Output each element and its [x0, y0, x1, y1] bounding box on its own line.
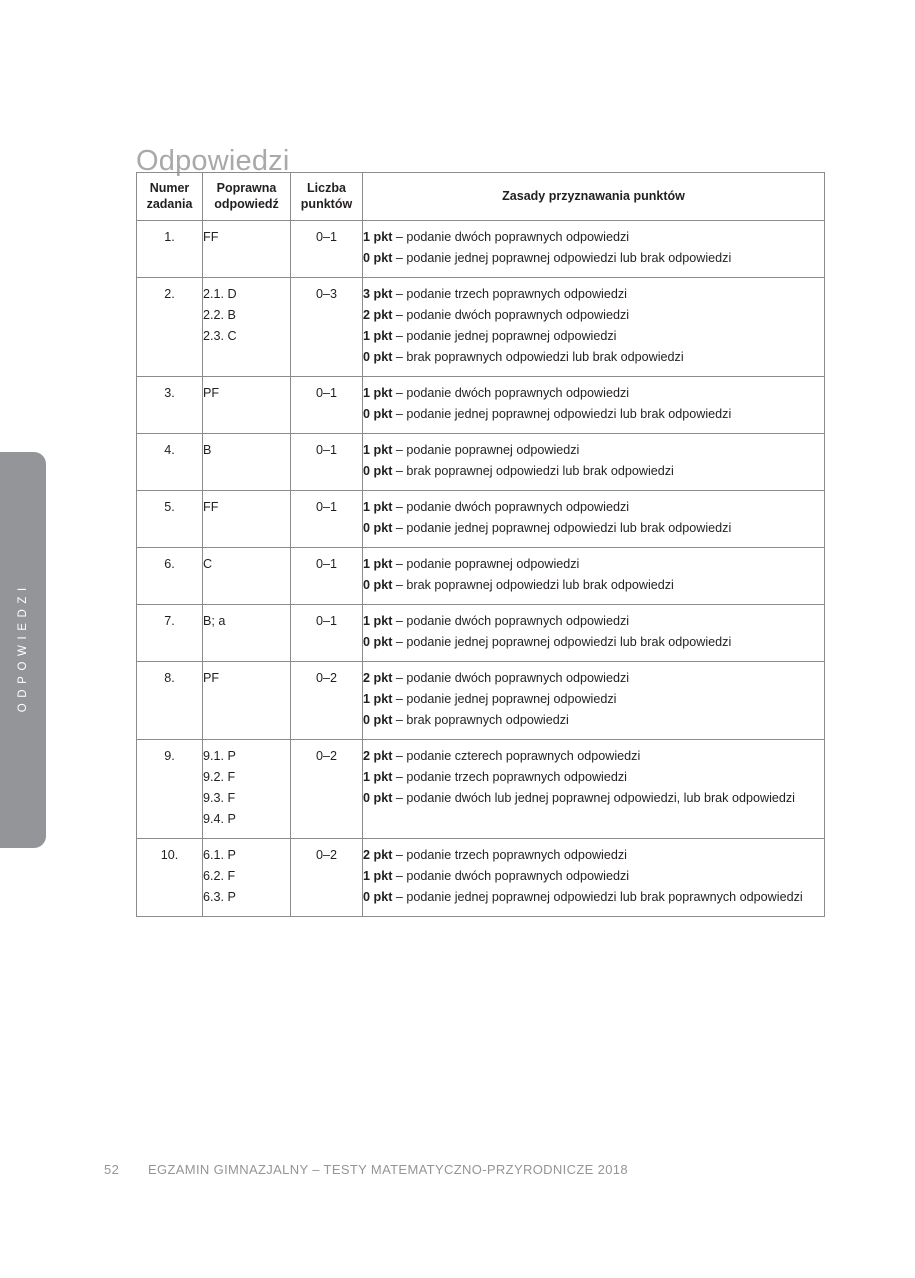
cell-correct-answer: [203, 278, 291, 377]
scoring-rule-text: – brak poprawnej odpowiedzi lub brak odpowiedzi: [392, 578, 674, 592]
column-header-points-line1: Liczba: [307, 181, 346, 195]
scoring-rule-text: – podanie czterech poprawnych odpowiedzi: [392, 749, 641, 763]
scoring-rule-line: [363, 326, 824, 347]
answer-line: 2.2. B: [203, 308, 236, 322]
scoring-rule-score: 0 pkt: [363, 521, 393, 535]
cell-correct-answer: [203, 740, 291, 839]
cell-points-range: 0–3: [291, 278, 363, 377]
scoring-rule-line: [363, 767, 824, 788]
scoring-rule-text: – brak poprawnych odpowiedzi: [392, 713, 569, 727]
footer-text: EGZAMIN GIMNAZJALNY – TESTY MATEMATYCZNO-PRZYRODNICZE 2018: [148, 1162, 628, 1177]
column-header-number: [137, 173, 203, 221]
scoring-rule-text: – podanie trzech poprawnych odpowiedzi: [392, 848, 627, 862]
table-row: [137, 377, 825, 434]
scoring-rule-text: – podanie dwóch poprawnych odpowiedzi: [392, 869, 630, 883]
scoring-rule-line: [363, 248, 824, 269]
scoring-rule-text: – podanie dwóch poprawnych odpowiedzi: [392, 500, 630, 514]
scoring-rule-text: – podanie poprawnej odpowiedzi: [392, 443, 580, 457]
cell-task-number: 4.: [137, 434, 203, 491]
cell-task-number: 7.: [137, 605, 203, 662]
answer-line: 6.3. P: [203, 890, 236, 904]
cell-correct-answer: [203, 605, 291, 662]
scoring-rule-line: [363, 632, 824, 653]
scoring-rule-line: [363, 404, 824, 425]
table-header: [137, 173, 825, 221]
scoring-rule-text: – podanie jednej poprawnej odpowiedzi lub brak poprawnych odpowiedzi: [392, 890, 803, 904]
cell-task-number: 2.: [137, 278, 203, 377]
scoring-rule-line: [363, 461, 824, 482]
scoring-rule-line: [363, 611, 824, 632]
answer-line: 6.1. P: [203, 848, 236, 862]
scoring-rule-line: [363, 518, 824, 539]
column-header-answer: [203, 173, 291, 221]
cell-scoring-rules: [363, 662, 825, 740]
scoring-rule-line: [363, 845, 824, 866]
cell-scoring-rules: [363, 377, 825, 434]
cell-points-range: 0–2: [291, 662, 363, 740]
scoring-rule-line: [363, 284, 824, 305]
scoring-rule-score: 0 pkt: [363, 791, 393, 805]
cell-points-range: 0–1: [291, 221, 363, 278]
scoring-rule-line: [363, 668, 824, 689]
scoring-rule-score: 2 pkt: [363, 848, 393, 862]
cell-task-number: 6.: [137, 548, 203, 605]
scoring-rule-score: 2 pkt: [363, 749, 393, 763]
scoring-rule-text: – brak poprawnych odpowiedzi lub brak odpowiedzi: [392, 350, 684, 364]
scoring-rule-line: [363, 305, 824, 326]
scoring-rule-score: 0 pkt: [363, 464, 393, 478]
scoring-rule-score: 1 pkt: [363, 692, 393, 706]
scoring-rule-line: [363, 347, 824, 368]
cell-points-range: 0–1: [291, 548, 363, 605]
scoring-rule-text: – podanie dwóch poprawnych odpowiedzi: [392, 230, 630, 244]
scoring-rule-text: – podanie jednej poprawnej odpowiedzi lub brak odpowiedzi: [392, 635, 732, 649]
scoring-rule-line: [363, 227, 824, 248]
answer-line: 6.2. F: [203, 869, 236, 883]
answer-line: B: [203, 443, 212, 457]
cell-task-number: 9.: [137, 740, 203, 839]
scoring-rule-text: – podanie jednej poprawnej odpowiedzi: [392, 329, 617, 343]
scoring-rule-score: 1 pkt: [363, 500, 393, 514]
column-header-rules: Zasady przyznawania punktów: [363, 173, 825, 221]
scoring-rule-line: [363, 383, 824, 404]
scoring-rule-text: – podanie jednej poprawnej odpowiedzi lub brak odpowiedzi: [392, 407, 732, 421]
side-tab-label: ODPOWIEDZI: [17, 582, 29, 713]
page-title: Odpowiedzi: [136, 145, 290, 178]
cell-correct-answer: [203, 221, 291, 278]
answer-line: FF: [203, 230, 219, 244]
answer-line: 9.2. F: [203, 770, 236, 784]
scoring-rule-score: 1 pkt: [363, 230, 393, 244]
table-row: [137, 548, 825, 605]
scoring-rule-score: 0 pkt: [363, 635, 393, 649]
answer-line: 9.1. P: [203, 749, 236, 763]
scoring-rule-line: [363, 887, 824, 908]
answer-line: B; a: [203, 614, 226, 628]
scoring-rule-line: [363, 710, 824, 731]
column-header-number-line2: zadania: [146, 197, 193, 211]
scoring-rule-score: 3 pkt: [363, 287, 393, 301]
cell-scoring-rules: [363, 491, 825, 548]
scoring-rule-line: [363, 440, 824, 461]
table-row: [137, 740, 825, 839]
table-row: [137, 839, 825, 917]
column-header-answer-line1: Poprawna: [216, 181, 277, 195]
scoring-rule-score: 2 pkt: [363, 308, 393, 322]
column-header-number-line1: Numer: [149, 181, 190, 195]
scoring-rule-text: – brak poprawnej odpowiedzi lub brak odpowiedzi: [392, 464, 674, 478]
cell-scoring-rules: [363, 278, 825, 377]
table-row: [137, 605, 825, 662]
cell-points-range: 0–1: [291, 605, 363, 662]
cell-points-range: 0–2: [291, 740, 363, 839]
cell-task-number: 10.: [137, 839, 203, 917]
table-header-row: [137, 173, 825, 221]
cell-scoring-rules: [363, 605, 825, 662]
cell-task-number: 8.: [137, 662, 203, 740]
scoring-rule-text: – podanie dwóch poprawnych odpowiedzi: [392, 386, 630, 400]
cell-points-range: 0–2: [291, 839, 363, 917]
scoring-rule-score: 1 pkt: [363, 869, 393, 883]
scoring-rule-score: 0 pkt: [363, 578, 393, 592]
column-header-answer-line2: odpowiedź: [214, 197, 279, 211]
column-header-points: [291, 173, 363, 221]
scoring-rule-score: 0 pkt: [363, 350, 393, 364]
scoring-rule-score: 1 pkt: [363, 770, 393, 784]
scoring-rule-text: – podanie jednej poprawnej odpowiedzi lub brak odpowiedzi: [392, 251, 732, 265]
scoring-rule-line: [363, 497, 824, 518]
cell-points-range: 0–1: [291, 377, 363, 434]
page-footer: [104, 1162, 628, 1177]
cell-task-number: 5.: [137, 491, 203, 548]
scoring-rule-score: 0 pkt: [363, 407, 393, 421]
table-row: [137, 221, 825, 278]
scoring-rule-text: – podanie dwóch lub jednej poprawnej odpowiedzi, lub brak odpowiedzi: [392, 791, 795, 805]
cell-correct-answer: [203, 434, 291, 491]
scoring-rule-line: [363, 788, 824, 809]
scoring-rule-line: [363, 689, 824, 710]
scoring-rule-text: – podanie dwóch poprawnych odpowiedzi: [392, 614, 630, 628]
scoring-rule-score: 1 pkt: [363, 329, 393, 343]
scoring-rule-line: [363, 746, 824, 767]
cell-correct-answer: [203, 491, 291, 548]
scoring-rule-score: 0 pkt: [363, 251, 393, 265]
scoring-rule-line: [363, 866, 824, 887]
table-row: [137, 662, 825, 740]
answer-line: 2.3. C: [203, 329, 237, 343]
scoring-rule-text: – podanie dwóch poprawnych odpowiedzi: [392, 671, 630, 685]
cell-correct-answer: [203, 839, 291, 917]
scoring-rule-score: 1 pkt: [363, 386, 393, 400]
cell-task-number: 1.: [137, 221, 203, 278]
scoring-rule-line: [363, 554, 824, 575]
scoring-rule-text: – podanie trzech poprawnych odpowiedzi: [392, 770, 627, 784]
cell-task-number: 3.: [137, 377, 203, 434]
scoring-rule-score: 1 pkt: [363, 557, 393, 571]
scoring-rule-text: – podanie dwóch poprawnych odpowiedzi: [392, 308, 630, 322]
cell-scoring-rules: [363, 548, 825, 605]
section-side-tab: [0, 452, 46, 848]
cell-correct-answer: [203, 548, 291, 605]
scoring-rule-score: 1 pkt: [363, 614, 393, 628]
cell-scoring-rules: [363, 434, 825, 491]
table-body: [137, 221, 825, 917]
table-row: [137, 278, 825, 377]
cell-scoring-rules: [363, 221, 825, 278]
scoring-rule-text: – podanie jednej poprawnej odpowiedzi lub brak odpowiedzi: [392, 521, 732, 535]
footer-page-number: 52: [104, 1162, 120, 1177]
answer-line: 9.3. F: [203, 791, 236, 805]
scoring-rule-score: 0 pkt: [363, 713, 393, 727]
answer-line: PF: [203, 386, 220, 400]
column-header-points-line2: punktów: [300, 197, 353, 211]
cell-correct-answer: [203, 377, 291, 434]
scoring-rule-text: – podanie poprawnej odpowiedzi: [392, 557, 580, 571]
answer-line: C: [203, 557, 213, 571]
answer-line: 9.4. P: [203, 812, 236, 826]
answer-line: PF: [203, 671, 220, 685]
cell-scoring-rules: [363, 839, 825, 917]
answer-line: 2.1. D: [203, 287, 237, 301]
scoring-rule-score: 0 pkt: [363, 890, 393, 904]
scoring-rule-text: – podanie jednej poprawnej odpowiedzi: [392, 692, 617, 706]
answers-table: [136, 172, 825, 917]
cell-points-range: 0–1: [291, 434, 363, 491]
cell-scoring-rules: [363, 740, 825, 839]
table-row: [137, 434, 825, 491]
scoring-rule-score: 1 pkt: [363, 443, 393, 457]
cell-correct-answer: [203, 662, 291, 740]
scoring-rule-score: 2 pkt: [363, 671, 393, 685]
cell-points-range: 0–1: [291, 491, 363, 548]
table-row: [137, 491, 825, 548]
scoring-rule-text: – podanie trzech poprawnych odpowiedzi: [392, 287, 627, 301]
answer-line: FF: [203, 500, 219, 514]
scoring-rule-line: [363, 575, 824, 596]
